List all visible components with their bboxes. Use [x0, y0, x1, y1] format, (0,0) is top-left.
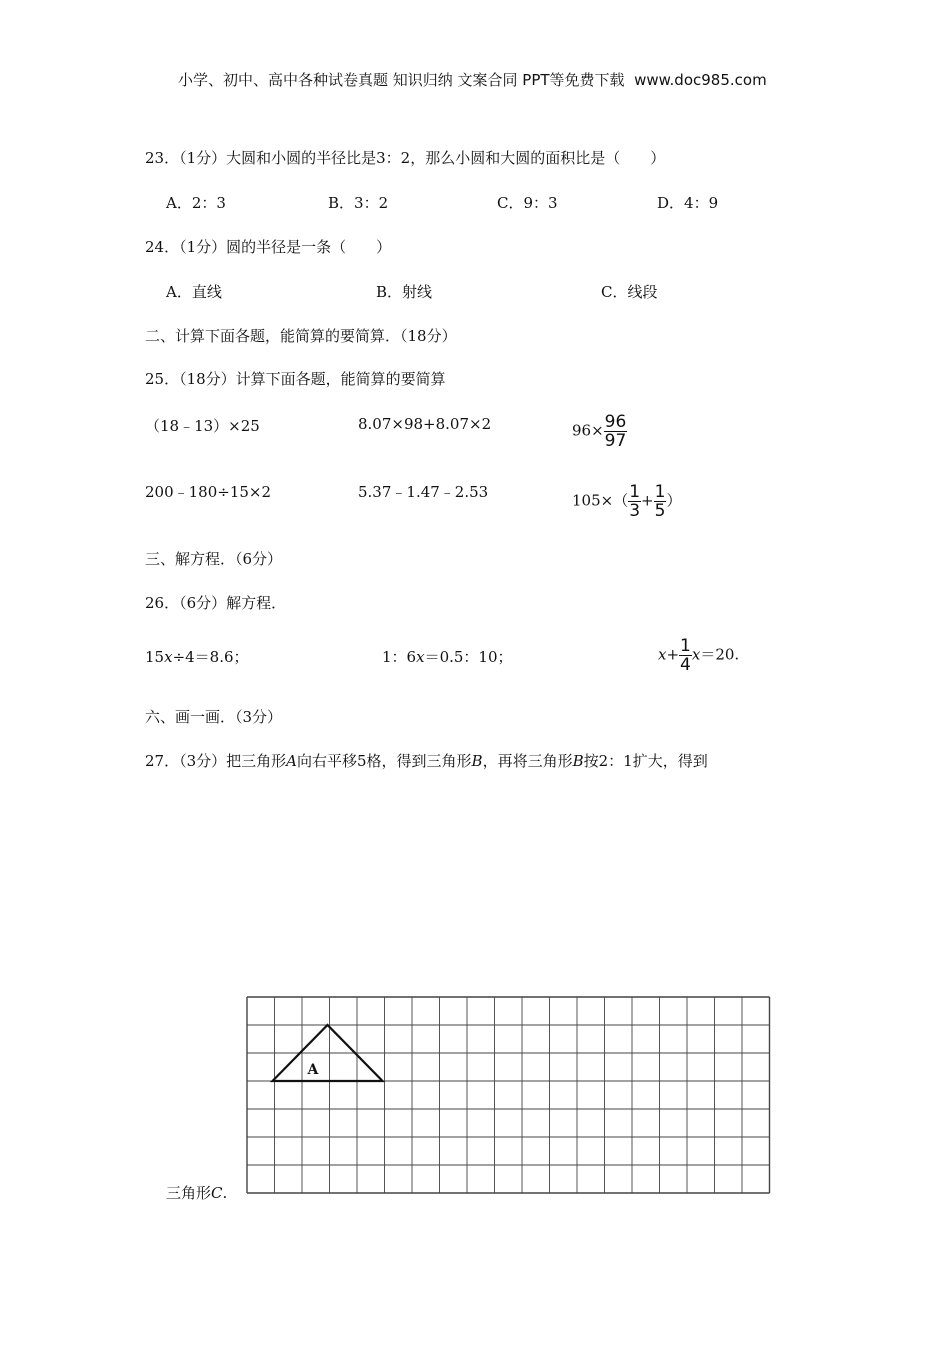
fraction-numerator: 1	[629, 482, 641, 502]
q26-equation-1	[145, 646, 249, 667]
q25-expr-1: （18﹣13）×25	[145, 417, 260, 435]
q23-option-c: C．9：3	[497, 194, 558, 212]
variable-x: x	[658, 645, 667, 664]
q25-expr-5: 5.37﹣1.47﹣2.53	[358, 483, 489, 501]
fraction-numerator: 96	[604, 412, 627, 432]
fraction-numerator: 1	[654, 482, 666, 502]
fraction-denominator: 5	[654, 501, 666, 521]
fraction	[679, 637, 692, 674]
q27-text-a: 27．（3分）把三角形	[145, 752, 287, 770]
q24-option-b: B．射线	[376, 283, 433, 301]
eq1-coefficient: 15	[145, 648, 165, 666]
q25-expr-4: 200﹣180÷15×2	[145, 483, 272, 501]
fraction-denominator: 3	[629, 501, 641, 521]
fraction-numerator: 1	[680, 636, 691, 656]
fraction	[654, 483, 667, 520]
q27-text-d: 按2：1扩大，得到	[583, 752, 708, 770]
q27-text-c: ，再将三角形	[482, 752, 573, 770]
question-27-stem	[145, 750, 708, 771]
fraction	[628, 483, 641, 520]
fraction-denominator: 97	[604, 431, 627, 451]
q25-expr-3	[572, 413, 627, 450]
section-6-title: 六、画一画．（3分）	[145, 708, 283, 726]
drawing-grid	[246, 996, 771, 1196]
page-header	[178, 69, 767, 90]
plus-sign: +	[641, 491, 654, 510]
question-26-stem: 26．（6分）解方程．	[145, 594, 287, 612]
variable-x: x	[691, 645, 701, 664]
eq1-rest: ÷4＝8.6；	[172, 648, 249, 666]
q26-equation-2	[382, 646, 513, 667]
triangle-b-label: B	[471, 752, 483, 770]
variable-x: x	[416, 648, 425, 666]
section-3-title: 三、解方程．（6分）	[145, 550, 283, 568]
close-paren: ）	[666, 491, 682, 510]
triangle-b-label: B	[572, 752, 584, 770]
fraction	[604, 413, 628, 450]
q27-text-b: 向右平移5格，得到三角形	[296, 752, 472, 770]
q23-option-d: D．4：9	[657, 194, 719, 212]
q23-option-a: A．2：3	[166, 194, 226, 212]
triangle-a-text: A	[307, 1062, 319, 1078]
question-23-stem: 23．（1分）大圆和小圆的半径比是3：2，那么小圆和大圆的面积比是（ ）	[145, 149, 666, 167]
header-text: 小学、初中、高中各种试卷真题 知识归纳 文案合同 PPT等免费下载	[178, 71, 625, 89]
triangle-a-label: A	[286, 752, 297, 770]
q26-equation-3	[658, 637, 739, 674]
question-27-ending	[166, 1182, 227, 1203]
q27-end-a: 三角形	[166, 1184, 212, 1202]
variable-x: x	[164, 648, 173, 666]
section-2-title: 二、计算下面各题，能简算的要简算．（18分）	[145, 327, 457, 345]
q25-expr-2: 8.07×98+8.07×2	[358, 415, 492, 433]
question-25-stem: 25．（18分）计算下面各题，能简算的要简算	[145, 370, 446, 388]
q25-expr-6	[572, 483, 681, 520]
header-url: www.doc985.com	[634, 71, 767, 89]
q25-expr-3-prefix: 96×	[572, 421, 604, 440]
q27-end-b: .	[222, 1184, 228, 1202]
eq2-prefix: 1：6	[382, 648, 417, 666]
fraction-denominator: 4	[680, 655, 691, 675]
q23-option-b: B．3：2	[328, 194, 389, 212]
q25-expr-6-prefix: 105×（	[572, 491, 629, 510]
plus-sign: +	[666, 645, 680, 664]
q24-option-c: C．线段	[601, 283, 658, 301]
eq2-rest: ＝0.5：10；	[424, 648, 513, 666]
question-24-stem: 24．（1分）圆的半径是一条（ ）	[145, 238, 392, 256]
q24-option-a: A．直线	[166, 283, 222, 301]
eq3-rest: ＝20.	[700, 645, 740, 664]
triangle-c-label: C	[211, 1184, 223, 1202]
